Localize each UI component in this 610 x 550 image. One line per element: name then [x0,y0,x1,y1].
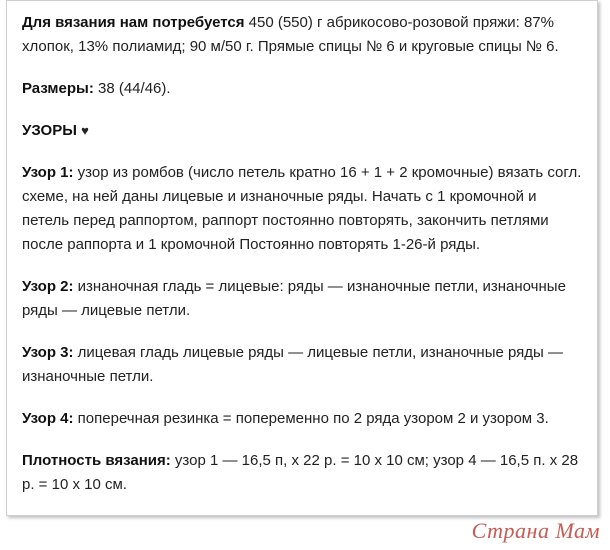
density-label: Плотность вязания: [22,452,171,469]
pattern2-label: Узор 2: [22,278,74,295]
pattern4-paragraph [22,407,582,431]
patterns-heading [22,119,582,143]
pattern4-text: поперечная резинка = попеременно по 2 ряда узором 2 и узором 3. [73,410,549,427]
pattern3-label: Узор 3: [22,344,74,361]
density-paragraph [22,449,582,497]
sizes-label: Размеры: [22,80,94,97]
pattern3-paragraph [22,341,582,389]
materials-text: 450 (550) г абрикосово-розовой пряжи: 87% хлопок, 13% полиамид; 90 м/50 г. Прямые спицы № 6 и круговые спицы № 6. [22,14,559,55]
pattern1-text: узор из ромбов (число петель кратно 16 + 1 + 2 кромочные) вязать согл. схеме, на ней даны лицевые и изнаночные ряды. Начать с 1 кромочной и петель перед раппортом, раппорт постоянно повторять, закончить петлями после раппорта и 1 кромочной Постоянно повторять 1-26-й ряды. [22,164,582,253]
pattern1-paragraph [22,161,582,257]
article-content [22,11,582,515]
pattern1-label: Узор 1: [22,164,74,181]
pattern3-text: лицевая гладь лицевые ряды — лицевые петли, изнаночные ряды — изнаночные петли. [22,344,563,385]
text-card [6,0,598,516]
sizes-text: 38 (44/46). [93,80,171,97]
heart-icon: ♥ [81,123,89,138]
density-text: узор 1 — 16,5 п, х 22 р. = 10 х 10 см; узор 4 — 16,5 п. х 28 р. = 10 х 10 см. [22,452,579,493]
sizes-paragraph [22,77,582,101]
pattern2-text: изнаночная гладь = лицевые: ряды — изнаночные петли, изнаночные ряды — лицевые петли. [22,278,566,319]
pattern4-label: Узор 4: [22,410,74,427]
pattern2-paragraph [22,275,582,323]
site-watermark: Страна Мам [471,518,600,543]
materials-label: Для вязания нам потребуется [22,14,245,31]
patterns-heading-label: УЗОРЫ [22,122,77,139]
materials-paragraph [22,11,582,59]
